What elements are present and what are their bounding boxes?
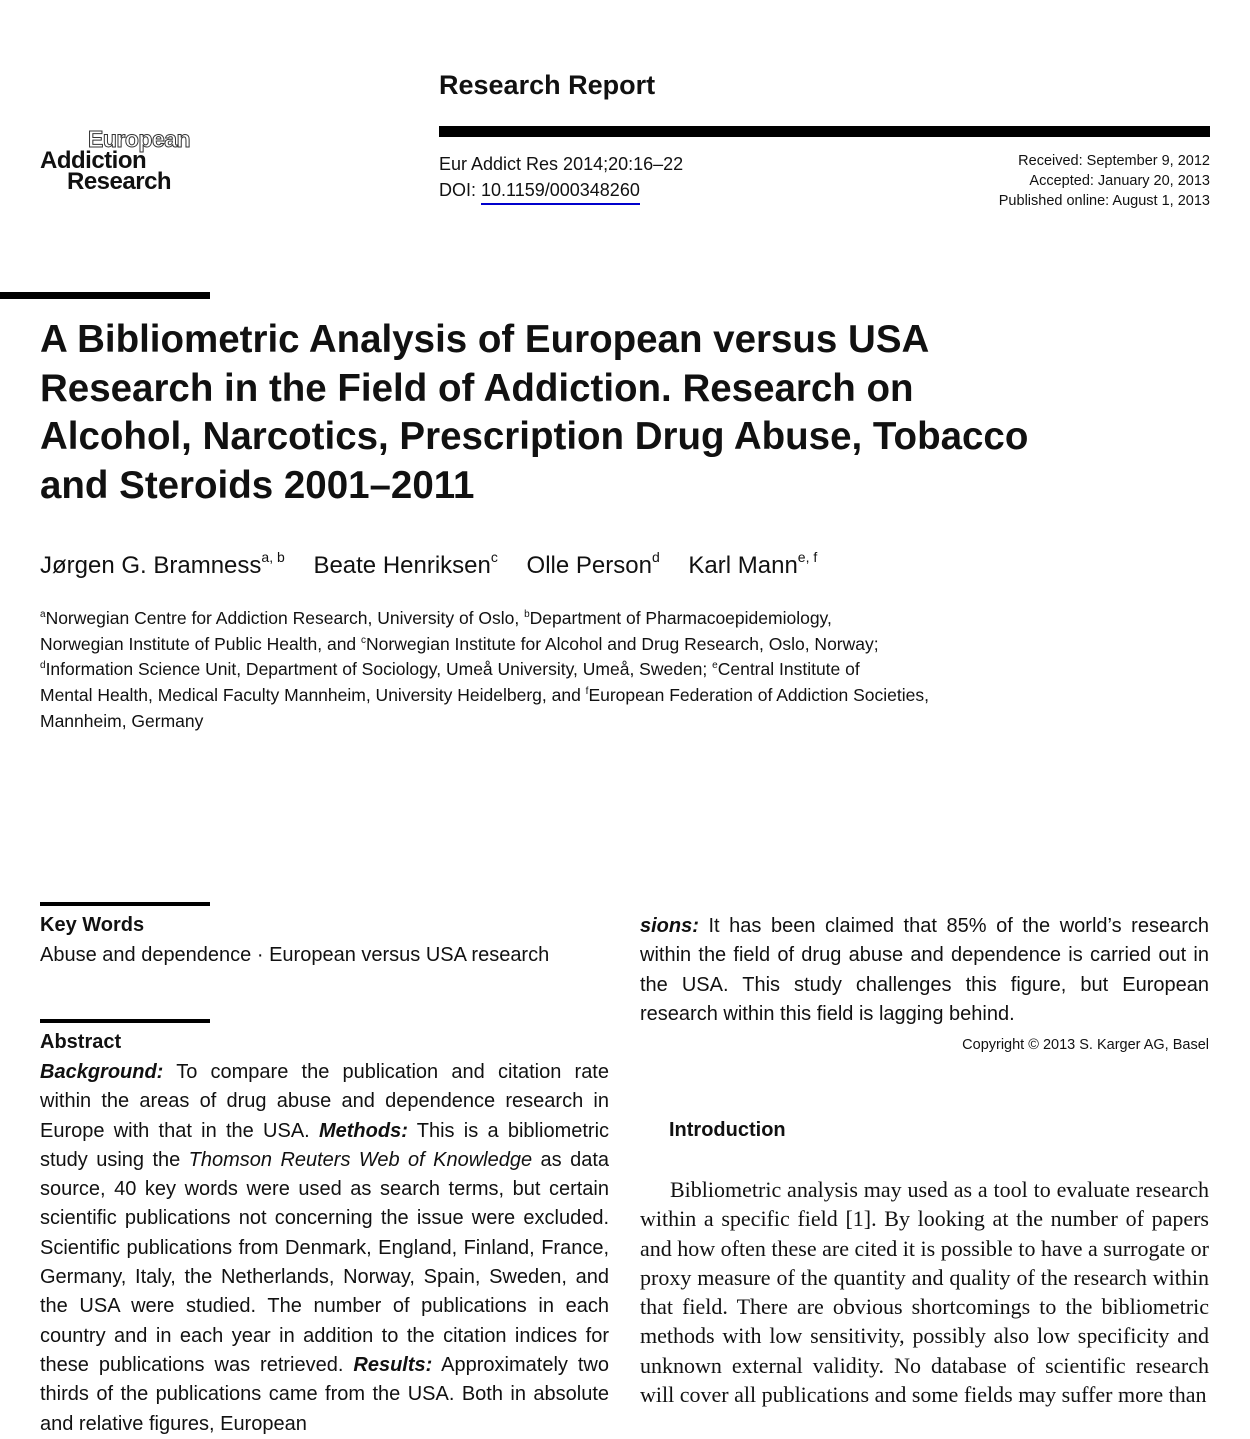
methods-label: Methods: — [318, 1119, 408, 1142]
accepted-date: Accepted: January 20, 2013 — [1029, 173, 1210, 189]
keywords-rule — [40, 902, 210, 906]
doi-line — [439, 177, 683, 203]
author: Jørgen G. Bramness$^{a, b}$ — [40, 549, 285, 579]
affiliations — [40, 606, 1040, 735]
author: Karl Mann$^{e, f}$ — [688, 549, 818, 579]
article-title: A Bibliometric Analysis of European versus USA Research in the Field of Addiction. Research on Alcohol, Narcotics, Prescription Drug Abuse, Tobacco and Steroids 2001–2011 — [40, 318, 1029, 507]
affiliation-line: Norwegian Institute of Public Health, and $^c$Norwegian Institute for Alcohol and Drug Research, Oslo, Norway; — [40, 633, 879, 654]
journal-citation — [439, 151, 683, 203]
author: Olle Person$^d$ — [526, 549, 660, 579]
abstract-heading: Abstract — [40, 1031, 122, 1053]
published-date: Published online: August 1, 2013 — [998, 193, 1210, 209]
journal-logo-research: Research — [67, 168, 172, 195]
publication-dates — [880, 151, 1210, 211]
affiliation-line: $^d$Information Science Unit, Department of Sociology, Umeå University, Umeå, Sweden; $^e$Central Institute of — [40, 659, 860, 680]
background-label: Background: — [40, 1061, 164, 1083]
introduction-body: Bibliometric analysis may used as a tool to evaluate research within a specific field [1]. By looking at the number of papers and how often these are cited it is possible to have a surrogate or proxy measure of the quantity and quality of the research within that field. There are obvious shortcomings to the bibliometric methods with low sensitivity, possibly also low specificity and unknown external validity. No database of scientific research will cover all publications and some fields may suffer more than — [640, 1177, 1209, 1408]
affiliation-line: Mental Health, Medical Faculty Mannheim, University Heidelberg, and $^f$European Federation of Addiction Societies, — [40, 685, 929, 706]
journal-ref: Eur Addict Res 2014;20:16–22 — [439, 154, 684, 174]
conclusions-label: sions: — [640, 915, 699, 937]
results-label: Results: — [353, 1353, 433, 1376]
affiliation-line: Mannheim, Germany — [40, 710, 204, 731]
header-rule — [439, 126, 1210, 137]
doi-label: DOI: — [439, 180, 482, 200]
data-source: Thomson Reuters Web of Knowledge — [188, 1148, 533, 1171]
author-list — [40, 549, 839, 580]
affiliation-line: $^a$Norwegian Centre for Addiction Research, University of Oslo, $^b$Department of Pharmacoepidemiology, — [40, 608, 832, 628]
journal-logo-addiction: Addiction — [40, 147, 147, 174]
introduction-heading: Introduction — [669, 1119, 786, 1141]
abstract-conclusions: sions: It has been claimed that 85% of the world’s research within the field of drug abuse and dependence is carried out in the USA. This study challenges this figure, but European research within this field is lagging behind. — [640, 915, 1209, 1025]
abstract-rule — [40, 1019, 210, 1023]
keywords-heading: Key Words — [40, 914, 145, 936]
doi-link[interactable]: 10.1159/000348260 — [481, 180, 640, 205]
received-date: Received: September 9, 2012 — [1018, 153, 1210, 169]
abstract-body: Background: To compare the publication and citation rate within the areas of drug abuse and dependence research in Europe with that in the USA. Methods: This is a bibliometric study using the Thomson Reuters Web of Knowledge as data source, 40 key words were used as search terms, but certain scientific publications not concerning the issue were excluded. Scientific publications from Denmark, England, Finland, France, Germany, Italy, the Netherlands, Norway, Spain, Sweden, and the USA were studied. The number of publications in each country and in each year in addition to the citation indices for these publications was retrieved. Results: Approximately two thirds of the publications came from the USA. Both in absolute and relative figures, European — [40, 1061, 610, 1435]
copyright-notice: Copyright © 2013 S. Karger AG, Basel — [962, 1037, 1209, 1053]
journal-logo-european: European — [88, 126, 191, 152]
author: Beate Henriksen$^c$ — [313, 549, 498, 579]
keywords-text: Abuse and dependence · European versus USA research — [40, 944, 550, 966]
section-label: Research Report — [439, 70, 656, 100]
title-rule — [0, 292, 210, 299]
